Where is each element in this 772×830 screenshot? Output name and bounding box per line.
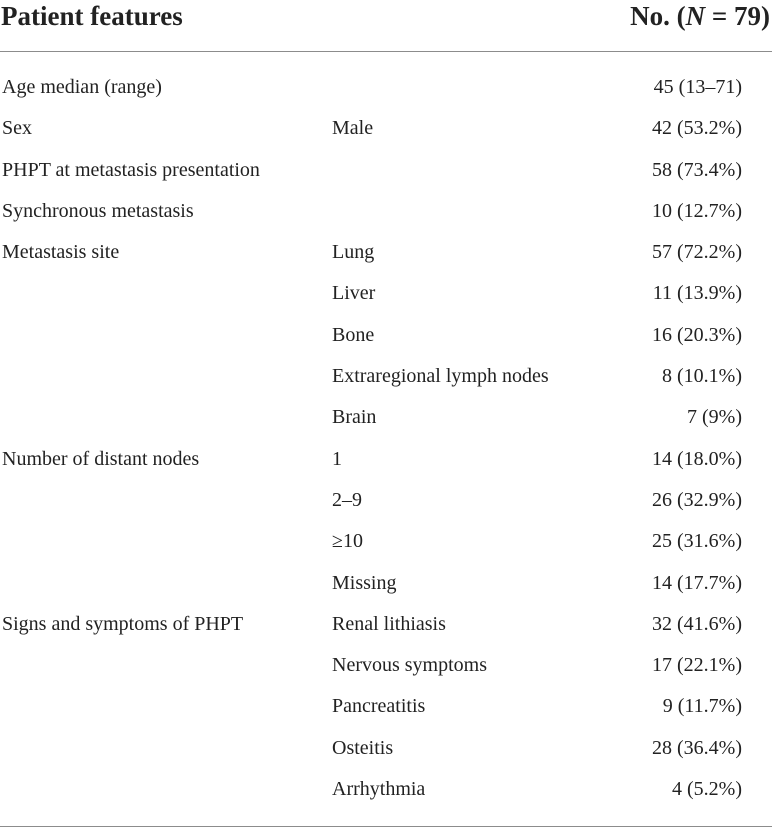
value-cell: 25 (31.6%) (652, 530, 742, 553)
value-cell: 14 (18.0%) (652, 447, 742, 470)
value-cell: 11 (13.9%) (652, 282, 742, 305)
subgroup-cell: Nervous symptoms (332, 654, 487, 677)
value-cell: 7 (9%) (687, 406, 742, 429)
subgroup-cell: Missing (332, 571, 397, 594)
subgroup-cell: ≥10 (332, 530, 363, 553)
feature-cell: Signs and symptoms of PHPT (2, 612, 244, 635)
value-cell: 45 (13–71) (653, 76, 742, 98)
table-row (0, 108, 772, 149)
column-header-count-prefix: No. ( (630, 1, 686, 31)
column-header-patient-features: Patient features (1, 1, 183, 31)
feature-cell: Synchronous metastasis (2, 199, 194, 222)
header-rule (0, 51, 772, 52)
table-row (0, 686, 772, 727)
table-row (0, 480, 772, 521)
table-body (0, 67, 772, 810)
value-cell: 9 (11.7%) (662, 695, 742, 718)
table-header (0, 0, 772, 50)
table-bottom-rule (0, 826, 772, 827)
table-row (0, 232, 772, 273)
table-row (0, 356, 772, 397)
column-header-count-suffix: = 79) (705, 1, 770, 31)
table-row (0, 645, 772, 686)
value-cell: 8 (10.1%) (662, 365, 742, 388)
feature-cell: Number of distant nodes (2, 447, 200, 470)
subgroup-cell: Lung (332, 241, 375, 264)
table-row (0, 521, 772, 562)
table-row (0, 315, 772, 356)
subgroup-cell: 1 (332, 447, 342, 470)
value-cell: 17 (22.1%) (652, 654, 742, 677)
value-cell: 26 (32.9%) (652, 488, 742, 511)
value-cell: 16 (20.3%) (652, 323, 742, 346)
table-row (0, 728, 772, 769)
value-cell: 57 (72.2%) (652, 241, 742, 264)
subgroup-cell: Renal lithiasis (332, 612, 446, 635)
value-cell: 58 (73.4%) (652, 158, 742, 181)
feature-cell: PHPT at metastasis presentation (2, 158, 260, 181)
table-row (0, 273, 772, 314)
subgroup-cell: Bone (332, 323, 375, 346)
value-cell: 28 (36.4%) (652, 736, 742, 759)
value-cell: 32 (41.6%) (652, 612, 742, 635)
column-header-count-n: N (685, 1, 706, 31)
subgroup-cell: Liver (332, 282, 376, 305)
table-row (0, 439, 772, 480)
table-row (0, 191, 772, 232)
subgroup-cell: Brain (332, 406, 377, 429)
subgroup-cell: Osteitis (332, 736, 394, 759)
value-cell: 14 (17.7%) (652, 571, 742, 594)
value-cell: 10 (12.7%) (652, 199, 742, 222)
feature-cell: Age median (range) (2, 76, 162, 98)
subgroup-cell: Arrhythmia (332, 778, 426, 801)
subgroup-cell: 2–9 (332, 488, 362, 511)
table-row (0, 769, 772, 810)
table-row (0, 67, 772, 108)
value-cell: 42 (53.2%) (652, 117, 742, 140)
column-header-count (630, 1, 770, 31)
subgroup-cell: Pancreatitis (332, 695, 426, 718)
table-row (0, 604, 772, 645)
subgroup-cell: Male (332, 117, 374, 140)
table-row (0, 563, 772, 604)
subgroup-cell: Extraregional lymph nodes (332, 365, 549, 388)
table-row (0, 397, 772, 438)
feature-cell: Metastasis site (2, 241, 120, 264)
table-row (0, 150, 772, 191)
feature-cell: Sex (2, 117, 32, 140)
value-cell: 4 (5.2%) (672, 778, 742, 801)
